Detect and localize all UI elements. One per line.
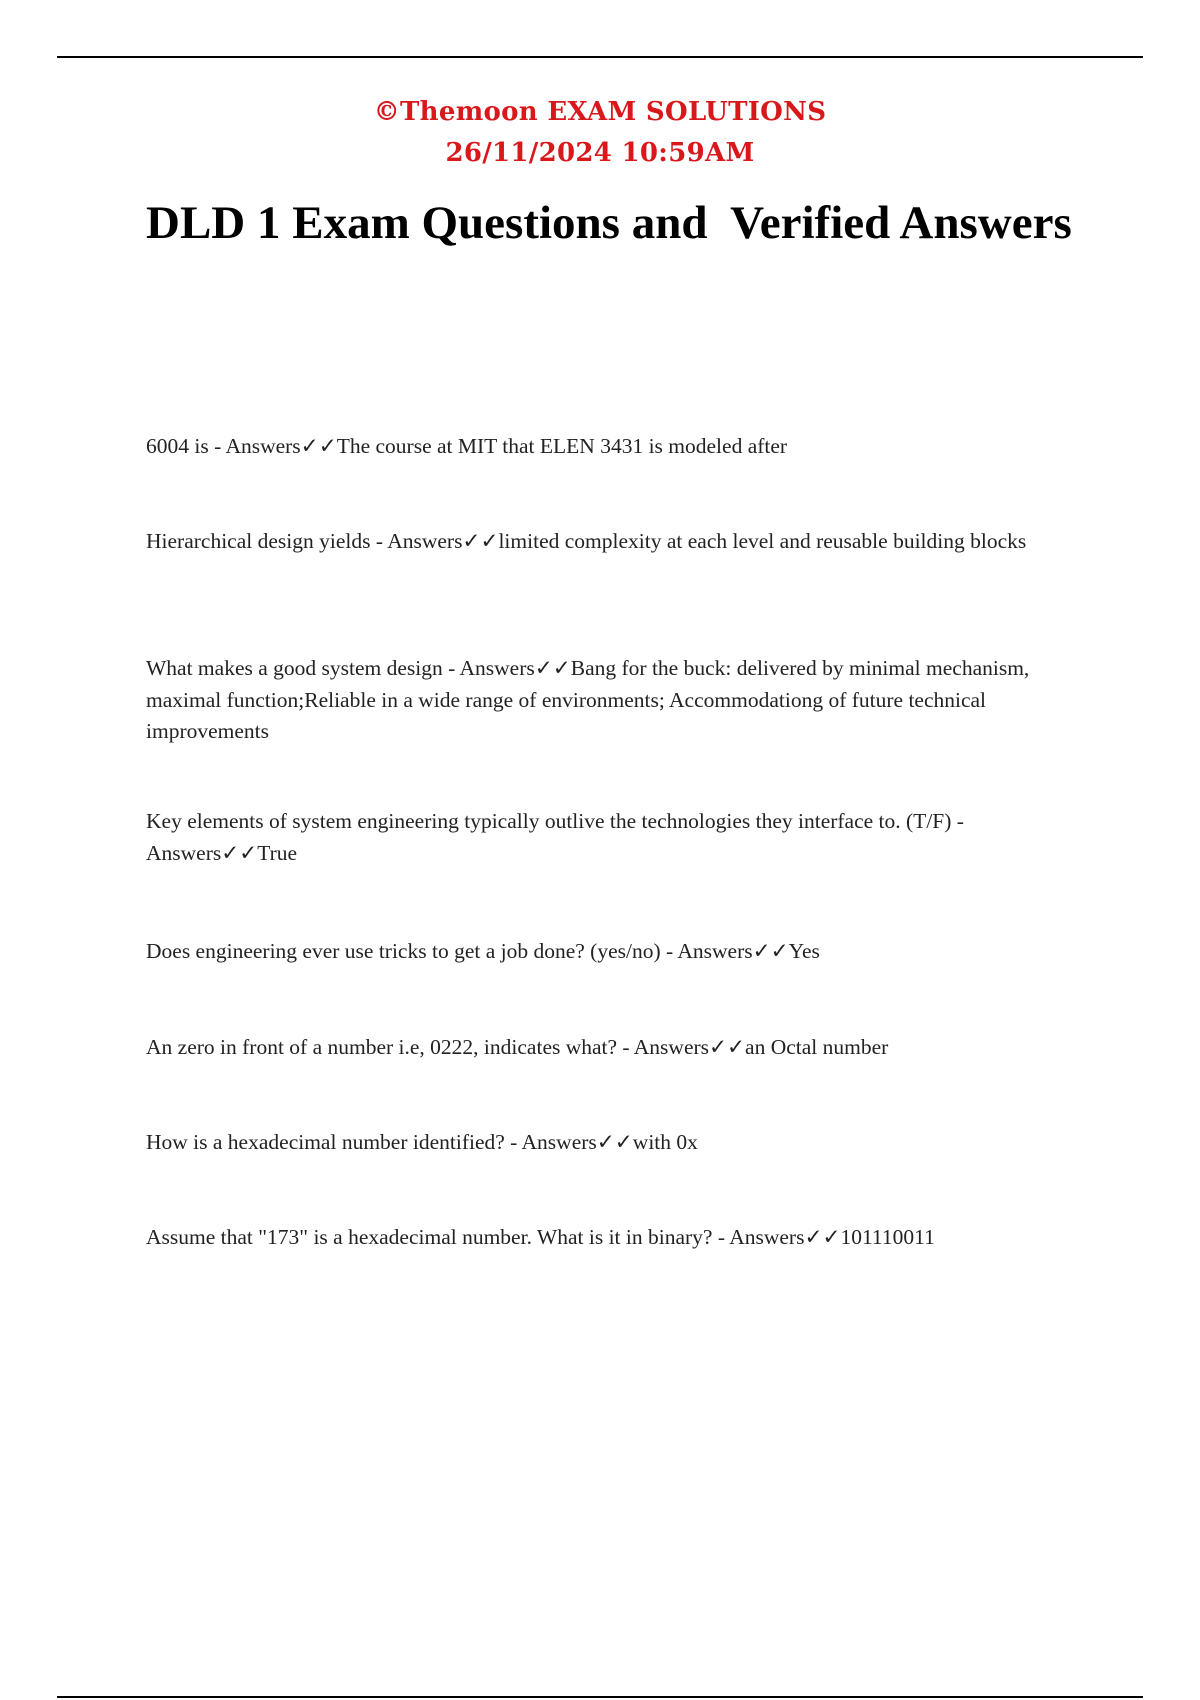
bottom-rule <box>57 1696 1143 1698</box>
qa-item: An zero in front of a number i.e, 0222, indicates what? - Answers✓✓an Octal number <box>146 1035 889 1059</box>
qa-item: Assume that "173" is a hexadecimal number. What is it in binary? - Answers✓✓101110011 <box>146 1225 935 1249</box>
header-timestamp: 26/11/2024 10:59AM <box>445 138 755 168</box>
qa-item: Key elements of system engineering typically outlive the technologies they interface to. (T/F) - Answers✓✓True <box>146 809 964 865</box>
qa-item: Does engineering ever use tricks to get a job done? (yes/no) - Answers✓✓Yes <box>146 939 820 963</box>
qa-item: Hierarchical design yields - Answers✓✓limited complexity at each level and reusable building blocks <box>146 529 1027 553</box>
qa-item: What makes a good system design - Answers✓✓Bang for the buck: delivered by minimal mechanism, maximal function;Reliable in a wide range of environments; Accommodationg of future technical improvements <box>146 656 1030 743</box>
top-rule <box>57 56 1143 58</box>
document-title: DLD 1 Exam Questions and Verified Answers <box>146 197 1072 249</box>
qa-item: 6004 is - Answers✓✓The course at MIT that ELEN 3431 is modeled after <box>146 434 788 458</box>
watermark-header <box>0 92 1200 174</box>
qa-item: How is a hexadecimal number identified? - Answers✓✓with 0x <box>146 1130 698 1154</box>
header-copyright: ©Themoon EXAM SOLUTIONS <box>373 97 827 127</box>
